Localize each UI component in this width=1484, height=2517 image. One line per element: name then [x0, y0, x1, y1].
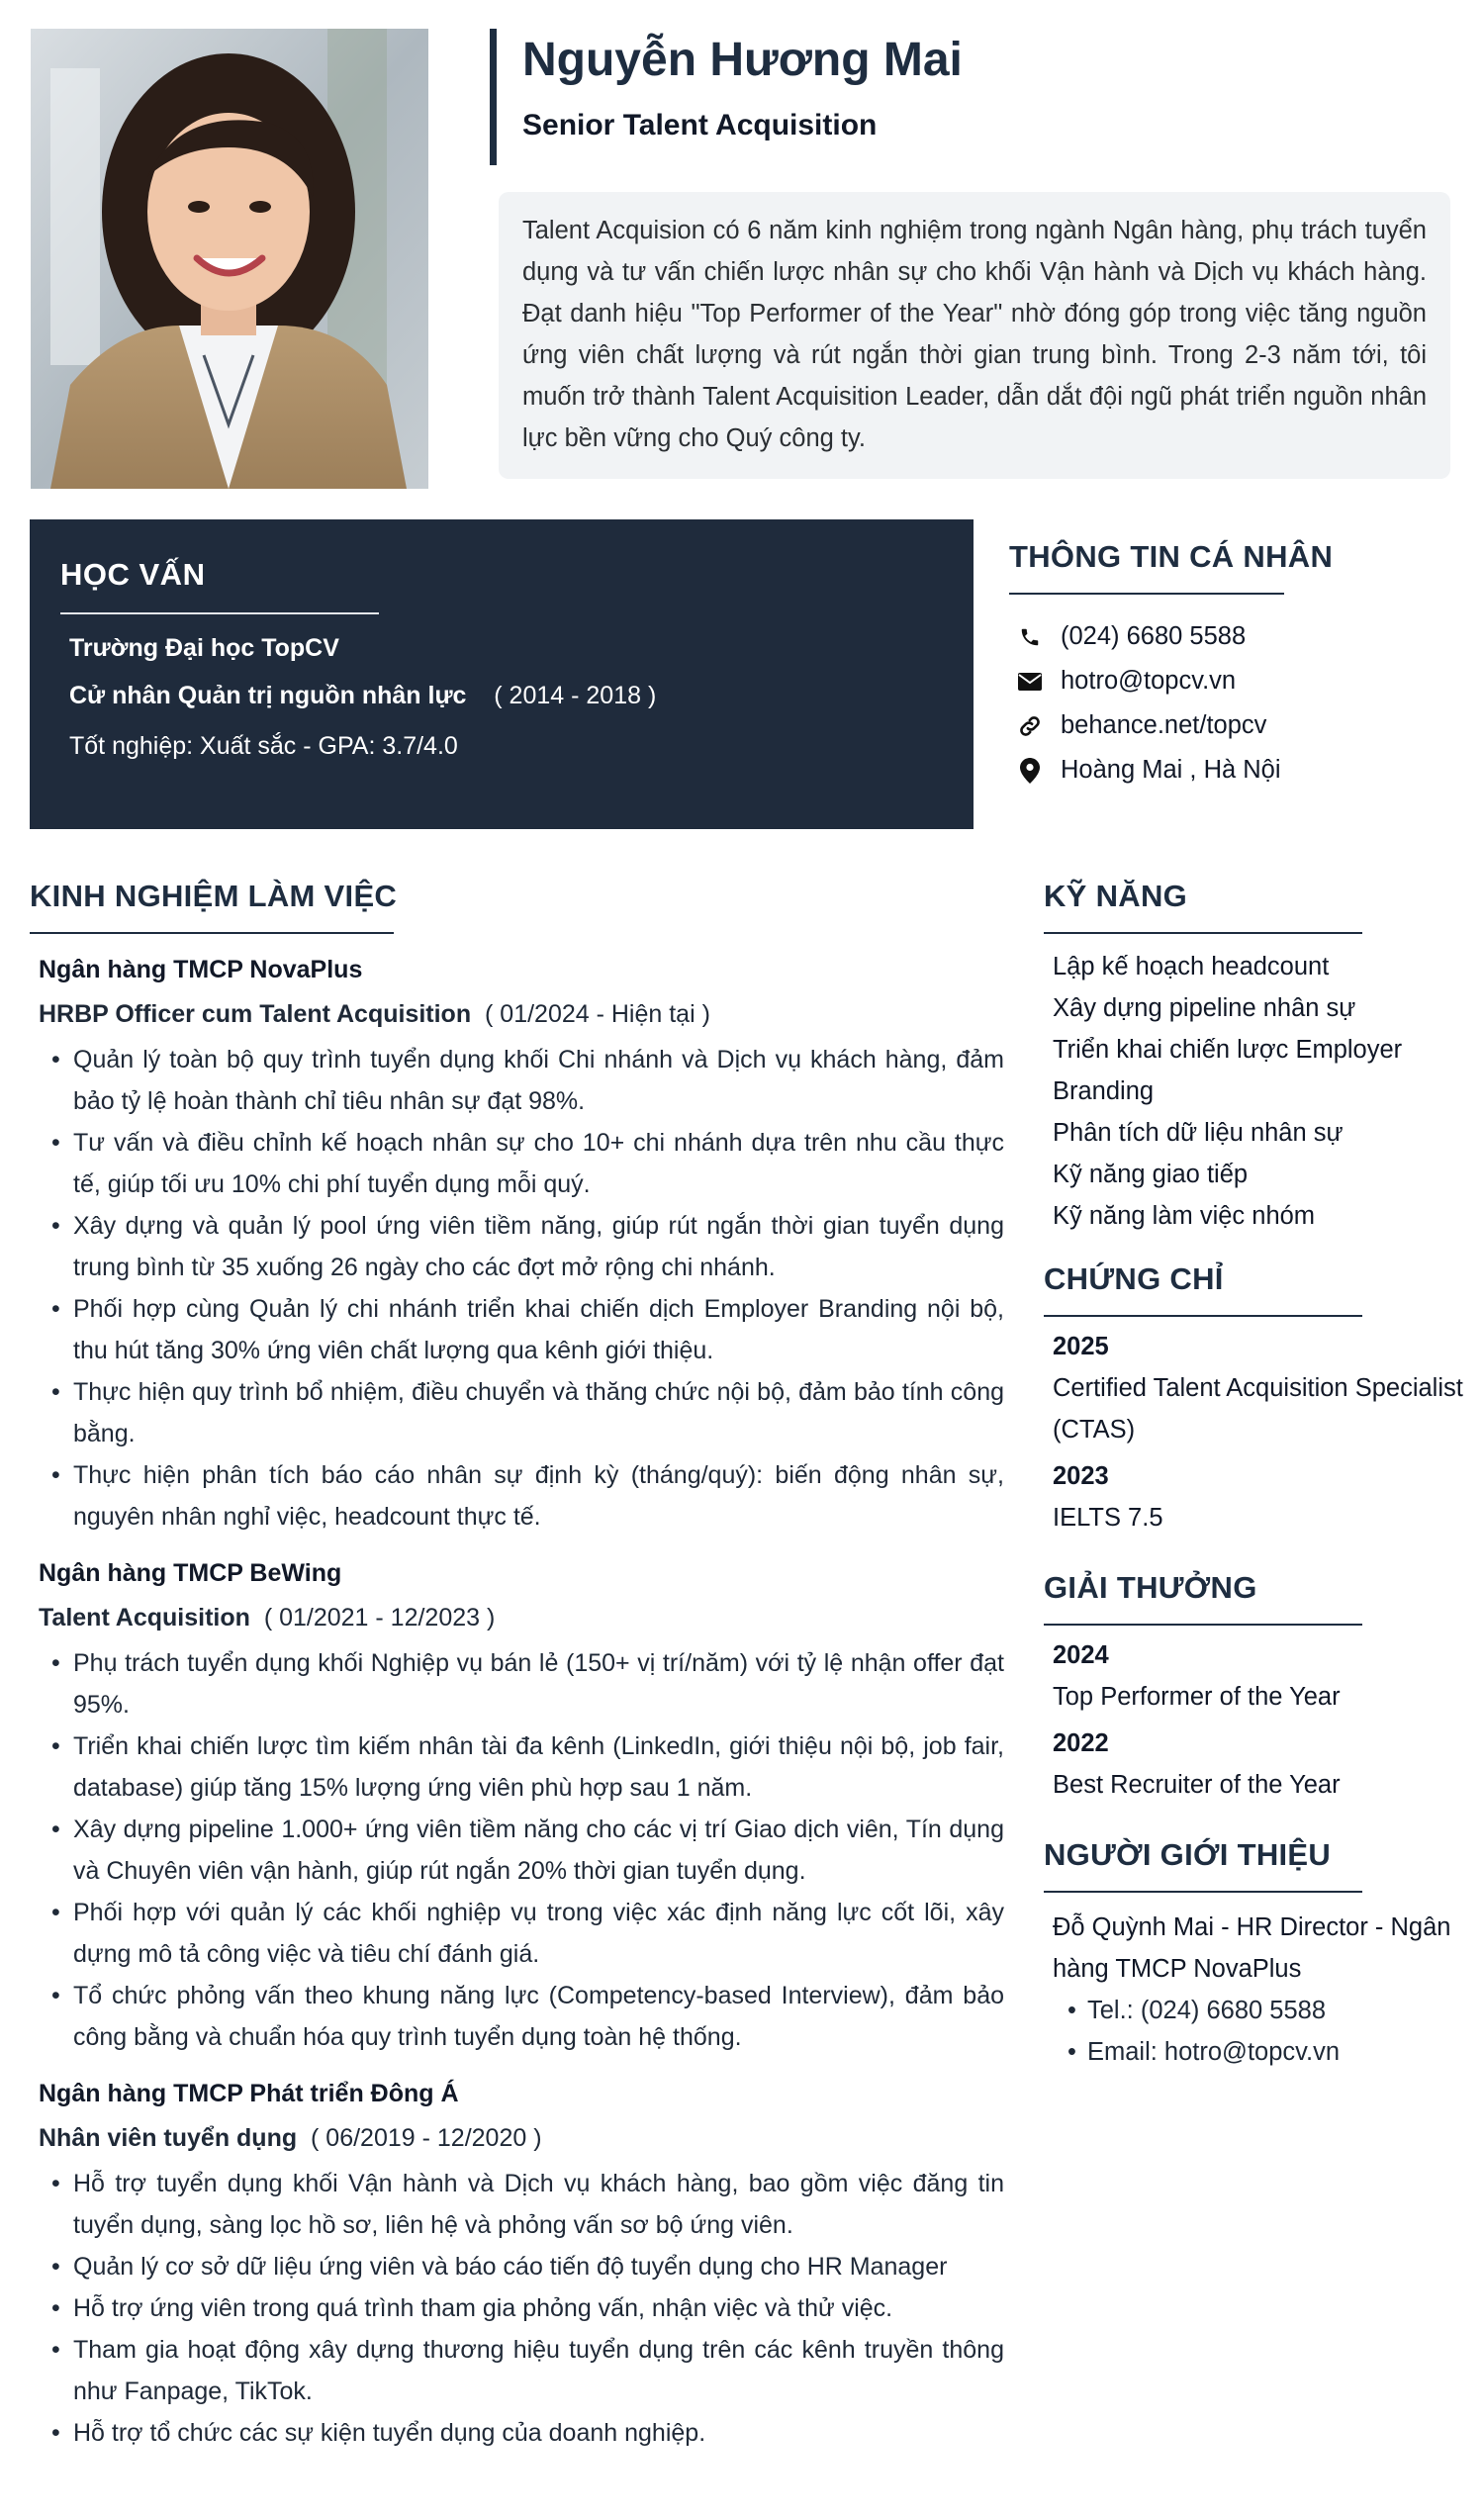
awards-year: 2024 [1053, 1641, 1109, 1669]
summary-box: Talent Acquision có 6 năm kinh nghiệm trong ngành Ngân hàng, phụ trách tuyển dụng và tư vấn chiến lược nhân sự cho khối Vận hành và Dịch vụ khách hàng. Đạt danh hiệu "Top Performer of the Year" nhờ đóng góp trong việc tăng nguồn ứng viên chất lượng và rút ngắn thời gian trung bình. Trong 2-3 năm tới, tôi muốn trở thành Talent Acquisition Leader, dẫn dắt đội ngũ phát triển nguồn nhân lực bền vững cho Quý công ty. [499, 192, 1450, 479]
education-section [30, 519, 974, 829]
certificates-year: 2025 [1053, 1333, 1109, 1360]
candidate-title: Senior Talent Acquisition [522, 108, 878, 141]
education-graduation: Tốt nghiệp: Xuất sắc - GPA: 3.7/4.0 [69, 732, 458, 760]
education-degree: Cử nhân Quản trị nguồn nhân lực [69, 682, 467, 709]
references-heading: NGƯỜI GIỚI THIỆU [1044, 1837, 1332, 1872]
job-bullet: • Xây dựng pipeline 1.000+ ứng viên tiềm năng cho các vị trí Giao dịch viên, Tín dụng và Chuyên viên vận hành, giúp rút ngắn 20% thời gian tuyển dụng. [73, 1809, 1004, 1892]
certificates-name: Certified Talent Acquisition Specialist (CTAS) [1053, 1374, 1463, 1444]
contact-website[interactable]: behance.net/topcv [1061, 711, 1267, 739]
skills-heading: KỸ NĂNG [1044, 879, 1188, 913]
skill-item: Kỹ năng làm việc nhóm [1053, 1202, 1316, 1230]
job-bullet: • Phụ trách tuyển dụng khối Nghiệp vụ bán lẻ (150+ vị trí/năm) với tỷ lệ nhận offer đạt 95%. [73, 1642, 1004, 1725]
candidate-name: Nguyễn Hương Mai [522, 34, 963, 86]
job-bullet: • Hỗ trợ tuyển dụng khối Vận hành và Dịch vụ khách hàng, bao gồm việc đăng tin tuyển dụng, sàng lọc hồ sơ, liên hệ và phỏng vấn sơ bộ ứng viên. [73, 2163, 1004, 2246]
contact-heading: THÔNG TIN CÁ NHÂN [1009, 539, 1334, 574]
job-role: Talent Acquisition [39, 1604, 250, 1631]
job-company: Ngân hàng TMCP NovaPlus [39, 956, 363, 983]
job-bullet: • Quản lý cơ sở dữ liệu ứng viên và báo cáo tiến độ tuyển dụng cho HR Manager [73, 2246, 1004, 2287]
contact-website-row [1009, 703, 1464, 748]
job-role: HRBP Officer cum Talent Acquisition [39, 1000, 472, 1028]
reference-email: • Email: hotro@topcv.vn [1087, 2031, 1469, 2073]
job-role: Nhân viên tuyển dụng [39, 2124, 298, 2152]
location-pin-icon [1013, 756, 1047, 786]
education-divider [60, 612, 379, 614]
contact-section [1009, 539, 1464, 792]
job-period: ( 01/2021 - 12/2023 ) [263, 1604, 496, 1631]
job-bullet: • Phối hợp với quản lý các khối nghiệp vụ trong việc xác định năng lực cốt lõi, xây dựng mô tả công việc và tiêu chí đánh giá. [73, 1892, 1004, 1975]
certificates-divider [1044, 1315, 1362, 1317]
job-bullets [30, 1039, 1004, 1538]
job-period: ( 06/2019 - 12/2020 ) [311, 2124, 542, 2152]
skill-item: Kỹ năng giao tiếp [1053, 1161, 1249, 1188]
job-bullet: • Hỗ trợ tổ chức các sự kiện tuyển dụng của doanh nghiệp. [73, 2412, 1004, 2454]
certificates-section [1044, 1261, 1469, 1538]
certificates-list [1044, 1333, 1469, 1538]
awards-divider [1044, 1624, 1362, 1626]
reference-person: Đỗ Quỳnh Mai - HR Director - Ngân hàng TMCP NovaPlus [1053, 1913, 1451, 1983]
education-period: ( 2014 - 2018 ) [494, 682, 657, 709]
job-bullet: • Xây dựng và quản lý pool ứng viên tiềm năng, giúp rút ngắn thời gian tuyển dụng trung bình từ 35 xuống 26 ngày cho các đợt mở rộng chi nhánh. [73, 1205, 1004, 1288]
job-bullet: • Thực hiện phân tích báo cáo nhân sự định kỳ (tháng/quý): biến động nhân sự, nguyên nhân nghỉ việc, headcount thực tế. [73, 1454, 1004, 1538]
job-period: ( 01/2024 - Hiện tại ) [485, 1000, 710, 1028]
link-icon [1013, 711, 1047, 741]
reference-contacts [1044, 1990, 1469, 2073]
education-school: Trường Đại học TopCV [69, 634, 339, 662]
job-bullet: • Hỗ trợ ứng viên trong quá trình tham gia phỏng vấn, nhận việc và thử việc. [73, 2287, 1004, 2329]
job-list [30, 956, 1004, 2454]
contact-phone-row [1009, 614, 1464, 659]
job-company: Ngân hàng TMCP Phát triển Đông Á [39, 2080, 459, 2107]
job-bullet: • Tư vấn và điều chỉnh kế hoạch nhân sự cho 10+ chi nhánh dựa trên nhu cầu thực tế, giúp tối ưu 10% chi phí tuyển dụng mỗi quý. [73, 1122, 1004, 1205]
contact-phone: (024) 6680 5588 [1061, 622, 1247, 650]
skill-item: Xây dựng pipeline nhân sự [1053, 994, 1356, 1022]
profile-photo [31, 29, 428, 489]
contact-email[interactable]: hotro@topcv.vn [1061, 667, 1237, 695]
references-divider [1044, 1891, 1362, 1893]
contact-email-row [1009, 659, 1464, 703]
skill-item: Phân tích dữ liệu nhân sự [1053, 1119, 1344, 1147]
certificates-name: IELTS 7.5 [1053, 1504, 1163, 1532]
skill-item: Lập kế hoạch headcount [1053, 953, 1330, 980]
awards-year: 2022 [1053, 1729, 1109, 1757]
references-section [1044, 1837, 1469, 2073]
skills-section [1044, 879, 1469, 1237]
reference-tel: • Tel.: (024) 6680 5588 [1087, 1990, 1469, 2031]
job-company: Ngân hàng TMCP BeWing [39, 1559, 342, 1587]
name-block [490, 29, 963, 165]
job-bullet: • Phối hợp cùng Quản lý chi nhánh triển khai chiến dịch Employer Branding nội bộ, thu hút tăng 30% ứng viên chất lượng qua kênh giới thiệu. [73, 1288, 1004, 1371]
contact-divider [1009, 593, 1284, 595]
awards-name: Top Performer of the Year [1053, 1683, 1341, 1711]
job-bullets [30, 1642, 1004, 2058]
job-bullet: • Tổ chức phỏng vấn theo khung năng lực (Competency-based Interview), đảm bảo công bằng và chuẩn hóa quy trình tuyển dụng toàn hệ thống. [73, 1975, 1004, 2058]
experience-section [30, 879, 1004, 2454]
job-bullet: • Thực hiện quy trình bổ nhiệm, điều chuyển và thăng chức nội bộ, đảm bảo tính công bằng. [73, 1371, 1004, 1454]
education-heading: HỌC VẤN [60, 557, 206, 592]
awards-list [1044, 1641, 1469, 1806]
job-role-line [30, 1604, 1004, 1632]
contact-address-row [1009, 748, 1464, 792]
awards-heading: GIẢI THƯỞNG [1044, 1570, 1257, 1605]
certificates-heading: CHỨNG CHỈ [1044, 1261, 1224, 1296]
job-bullet: • Tham gia hoạt động xây dựng thương hiệu tuyển dụng trên các kênh truyền thông như Fanpage, TikTok. [73, 2329, 1004, 2412]
job-role-line [30, 1000, 1004, 1029]
phone-icon [1013, 622, 1047, 652]
job-bullets [30, 2163, 1004, 2454]
awards-name: Best Recruiter of the Year [1053, 1771, 1341, 1799]
experience-heading: KINH NGHIỆM LÀM VIỆC [30, 879, 398, 913]
certificates-year: 2023 [1053, 1462, 1109, 1490]
experience-divider [30, 932, 394, 934]
job-bullet: • Quản lý toàn bộ quy trình tuyển dụng khối Chi nhánh và Dịch vụ khách hàng, đảm bảo tỷ lệ hoàn thành chỉ tiêu nhân sự đạt 98%. [73, 1039, 1004, 1122]
job-role-line [30, 2124, 1004, 2153]
awards-section [1044, 1570, 1469, 1806]
job-bullet: • Triển khai chiến lược tìm kiếm nhân tài đa kênh (LinkedIn, giới thiệu nội bộ, job fair, database) giúp tăng 15% lượng ứng viên phù hợp sau 1 năm. [73, 1725, 1004, 1809]
skills-divider [1044, 932, 1362, 934]
contact-address: Hoàng Mai , Hà Nội [1061, 756, 1281, 784]
skills-list [1044, 946, 1469, 1237]
skill-item: Triển khai chiến lược Employer Branding [1053, 1036, 1403, 1105]
email-icon [1013, 667, 1047, 697]
sidebar-right [1044, 879, 1469, 2073]
education-degree-line [60, 682, 943, 710]
